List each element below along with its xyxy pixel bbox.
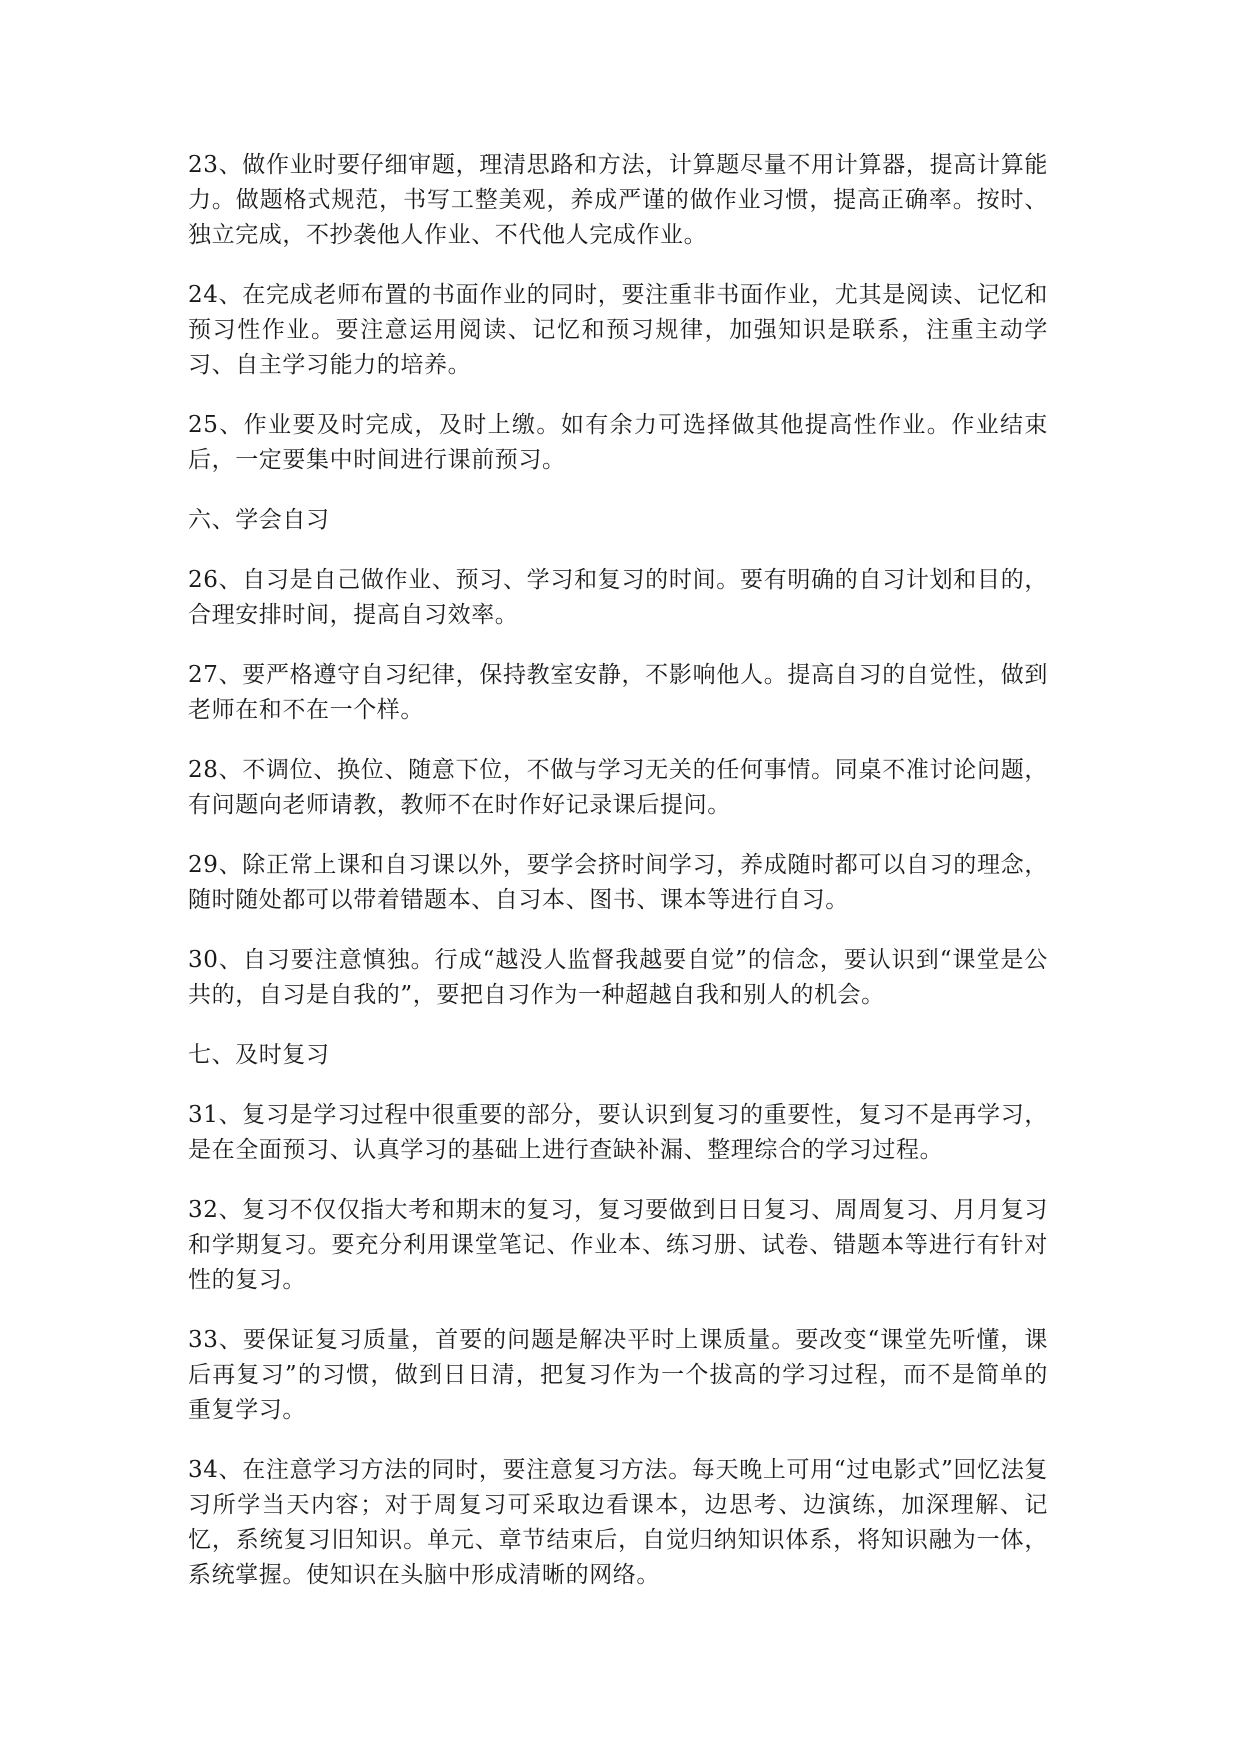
paragraph-32: 32、复习不仅仅指大考和期末的复习，复习要做到日日复习、周周复习、月月复习和学期复习。要充分利用课堂笔记、作业本、练习册、试卷、错题本等进行有针对性的复习。 (188, 1197, 1048, 1293)
paragraph-25: 25、作业要及时完成，及时上缴。如有余力可选择做其他提高性作业。作业结束后，一定要集中时间进行课前预习。 (188, 412, 1048, 473)
paragraph-23: 23、做作业时要仔细审题，理清思路和方法，计算题尽量不用计算器，提高计算能力。做题格式规范，书写工整美观，养成严谨的做作业习惯，提高正确率。按时、独立完成，不抄袭他人作业、不代他人完成作业。 (188, 152, 1048, 248)
paragraph-26: 26、自习是自己做作业、预习、学习和复习的时间。要有明确的自习计划和目的，合理安排时间，提高自习效率。 (188, 567, 1048, 628)
paragraph-29: 29、除正常上课和自习课以外，要学会挤时间学习，养成随时都可以自习的理念，随时随处都可以带着错题本、自习本、图书、课本等进行自习。 (188, 852, 1048, 913)
paragraph-28: 28、不调位、换位、随意下位，不做与学习无关的任何事情。同桌不准讨论问题，有问题向老师请教，教师不在时作好记录课后提问。 (188, 757, 1048, 818)
paragraph-34: 34、在注意学习方法的同时，要注意复习方法。每天晚上可用“过电影式”回忆法复习所学当天内容；对于周复习可采取边看课本，边思考、边演练，加深理解、记忆，系统复习旧知识。单元、章节结束后，自觉归纳知识体系，将知识融为一体，系统掌握。使知识在头脑中形成清晰的网络。 (188, 1457, 1048, 1588)
paragraph-33: 33、要保证复习质量，首要的问题是解决平时上课质量。要改变“课堂先听懂，课后再复习”的习惯，做到日日清，把复习作为一个拔高的学习过程，而不是简单的重复学习。 (188, 1327, 1048, 1423)
section-heading-self-study: 六、学会自习 (188, 507, 330, 533)
paragraph-27: 27、要严格遵守自习纪律，保持教室安静，不影响他人。提高自习的自觉性，做到老师在和不在一个样。 (188, 662, 1048, 723)
document-page (188, 148, 1048, 1618)
paragraph-30: 30、自习要注意慎独。行成“越没人监督我越要自觉”的信念，要认识到“课堂是公共的，自习是自我的”，要把自习作为一种超越自我和别人的机会。 (188, 947, 1048, 1008)
paragraph-31: 31、复习是学习过程中很重要的部分，要认识到复习的重要性，复习不是再学习，是在全面预习、认真学习的基础上进行查缺补漏、整理综合的学习过程。 (188, 1102, 1048, 1163)
paragraph-24: 24、在完成老师布置的书面作业的同时，要注重非书面作业，尤其是阅读、记忆和预习性作业。要注意运用阅读、记忆和预习规律，加强知识是联系，注重主动学习、自主学习能力的培养。 (188, 282, 1048, 378)
section-heading-review: 七、及时复习 (188, 1042, 330, 1068)
